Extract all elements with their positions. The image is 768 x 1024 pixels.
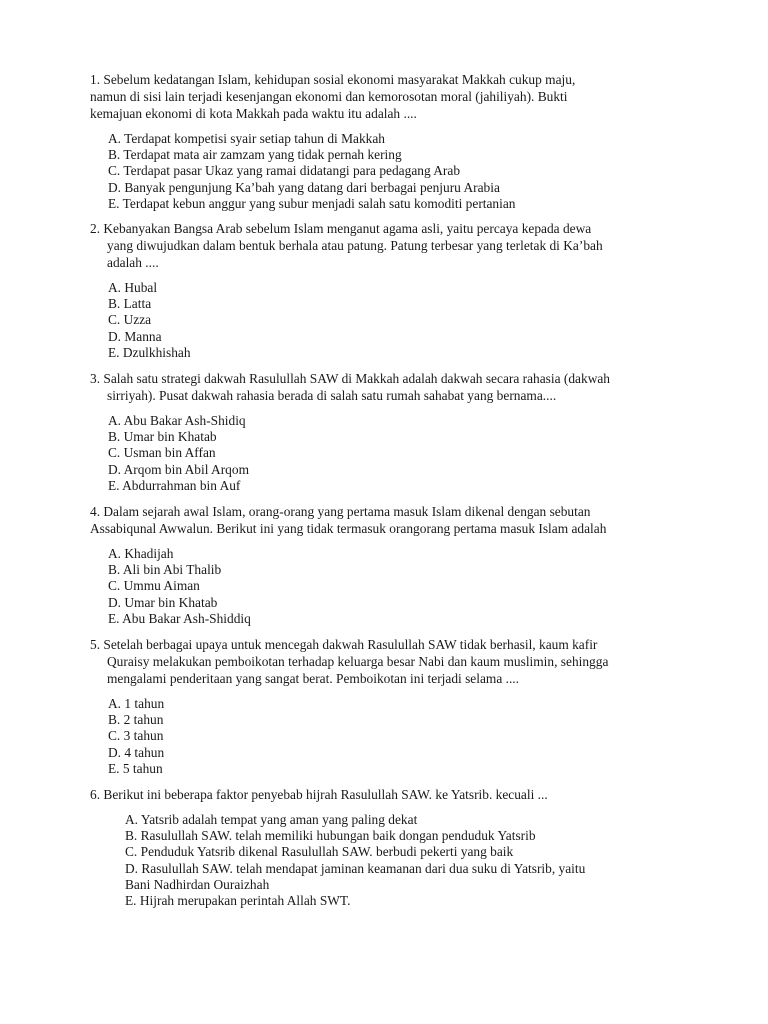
question-3-stem: [90, 370, 690, 404]
question-5-stem: [90, 636, 690, 687]
option-c: C. Usman bin Affan: [108, 445, 216, 461]
option-e: E. Dzulkhishah: [108, 344, 191, 360]
option-a: A. Terdapat kompetisi syair setiap tahun di Makkah: [108, 131, 385, 146]
option-a: A. Yatsrib adalah tempat yang aman yang paling dekat: [125, 812, 418, 827]
question-3-options: [90, 413, 690, 494]
option-d: D. Arqom bin Abil Arqom: [108, 461, 249, 477]
option-e: E. Abu Bakar Ash-Shiddiq: [108, 610, 251, 626]
option-a: A. Khadijah: [108, 546, 174, 561]
question-6-options: [90, 812, 690, 909]
question-1-stem: [90, 71, 690, 122]
question-2-stem-line-1: 2. Kebanyakan Bangsa Arab sebelum Islam menganut agama asli, yaitu percaya kepada dewa: [90, 221, 592, 236]
question-2-stem: [90, 220, 690, 271]
option-b: B. Umar bin Khatab: [108, 429, 217, 445]
question-2-stem-line-3: adalah ....: [107, 255, 159, 270]
option-d: D. Banyak pengunjung Ka’bah yang datang dari berbagai penjuru Arabia: [108, 179, 500, 195]
option-b: B. Terdapat mata air zamzam yang tidak pernah kering: [108, 147, 402, 163]
option-b: B. Rasulullah SAW. telah memiliki hubungan baik dongan penduduk Yatsrib: [125, 828, 536, 844]
question-3: [90, 370, 690, 494]
option-e: E. 5 tahun: [108, 760, 163, 776]
question-4-stem-line-1: 4. Dalam sejarah awal Islam, orang-orang yang pertama masuk Islam dikenal dengan sebutan: [90, 504, 591, 519]
question-5: [90, 636, 690, 777]
option-d: D. Rasulullah SAW. telah mendapat jaminan keamanan dari dua suku di Yatsrib, yaitu: [125, 860, 586, 876]
question-1-stem-line-2: namun di sisi lain terjadi kesenjangan ekonomi dan kemorosotan moral (jahiliyah). Bukti: [90, 89, 568, 104]
question-2-options: [90, 280, 690, 361]
option-e: E. Hijrah merupakan perintah Allah SWT.: [125, 892, 351, 908]
question-4-stem-line-2: Assabiqunal Awwalun. Berikut ini yang tidak termasuk orangorang pertama masuk Islam adalah: [90, 521, 607, 536]
option-a: A. Hubal: [108, 280, 158, 295]
question-5-stem-line-1: 5. Setelah berbagai upaya untuk mencegah dakwah Rasulullah SAW tidak berhasil, kaum kafir: [90, 637, 598, 652]
question-5-stem-line-3: mengalami penderitaan yang sangat berat. Pemboikotan ini terjadi selama ....: [107, 671, 519, 686]
option-b: B. Latta: [108, 296, 152, 312]
option-d: D. Umar bin Khatab: [108, 594, 218, 610]
option-d: D. Manna: [108, 328, 162, 344]
option-d: D. 4 tahun: [108, 744, 165, 760]
option-b: B. Ali bin Abi Thalib: [108, 562, 222, 578]
question-3-stem-line-2: sirriyah). Pusat dakwah rahasia berada di salah satu rumah sahabat yang bernama....: [107, 388, 557, 403]
question-6: [90, 786, 690, 909]
question-5-stem-line-2: Quraisy melakukan pemboikotan terhadap keluarga besar Nabi dan kaum muslimin, sehingga: [107, 654, 609, 669]
question-6-stem-line-1: 6. Berikut ini beberapa faktor penyebab hijrah Rasulullah SAW. ke Yatsrib. kecuali ...: [90, 787, 548, 802]
question-4-stem: [90, 503, 690, 537]
option-a: A. Abu Bakar Ash-Shidiq: [108, 413, 246, 428]
question-3-stem-line-1: 3. Salah satu strategi dakwah Rasulullah SAW di Makkah adalah dakwah secara rahasia (dakwah: [90, 371, 610, 386]
option-d-continued: Bani Nadhirdan Ouraizhah: [125, 876, 270, 892]
question-1-stem-line-3: kemajuan ekonomi di kota Makkah pada waktu itu adalah ....: [90, 106, 417, 121]
question-1-stem-line-1: 1. Sebelum kedatangan Islam, kehidupan sosial ekonomi masyarakat Makkah cukup maju,: [90, 72, 576, 87]
question-5-options: [90, 696, 690, 777]
option-c: C. Ummu Aiman: [108, 578, 200, 594]
option-a: A. 1 tahun: [108, 696, 165, 711]
question-4: [90, 503, 690, 627]
option-b: B. 2 tahun: [108, 712, 164, 728]
question-2-stem-line-2: yang diwujudkan dalam bentuk berhala atau patung. Patung terbesar yang terletak di Ka’bah: [107, 238, 603, 253]
question-1: [90, 71, 690, 212]
question-2: [90, 220, 690, 361]
question-4-options: [90, 546, 690, 627]
option-e: E. Abdurrahman bin Auf: [108, 477, 241, 493]
option-c: C. 3 tahun: [108, 728, 164, 744]
option-c: C. Uzza: [108, 312, 152, 328]
question-1-options: [90, 131, 690, 212]
option-c: C. Terdapat pasar Ukaz yang ramai didatangi para pedagang Arab: [108, 163, 461, 179]
question-6-stem: [90, 786, 690, 803]
option-e: E. Terdapat kebun anggur yang subur menjadi salah satu komoditi pertanian: [108, 195, 516, 211]
option-c: C. Penduduk Yatsrib dikenal Rasulullah SAW. berbudi pekerti yang baik: [125, 844, 514, 860]
